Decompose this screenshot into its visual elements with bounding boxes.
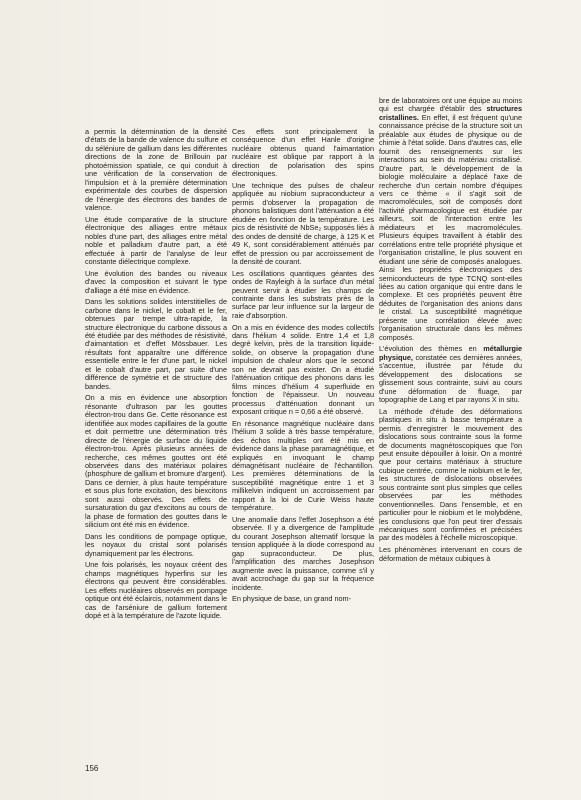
paragraph: Une étude comparative de la structure électronique des alliages entre métaux nobles d'une part, des alliages entre métal noble et palladium d'autre part, a été effectuée à partir de l'analyse de leur constante diélectrique complexe.: [85, 214, 227, 266]
paragraph: La méthode d'étude des déformations plastiques in situ à basse température a permis d'enregistrer le mouvement des dislocations sous contrainte sous la forme de documents magnétoscopiques que l'on peut ensuite dépouiller à loisir. On a montré que pour certains matériaux à structure cubique centrée, comme le niobium et le fer, les structures de dislocations observées sous contrainte sont plus simples que celles observées par les méthodes conventionnelles. Dans l'ensemble, et en particulier pour le niobium et le molybdène, les conclusions que l'on peut tirer d'essais mécaniques sont confirmées et précisées par des modèles à l'échelle microscopique.: [379, 406, 522, 543]
paragraph: Les phénomènes intervenant en cours de déformation de métaux cubiques à: [379, 545, 522, 563]
paragraph: On a mis en évidence une absorption résonante d'ultrason par les gouttes électron-trou dans Ge. Cette résonance est identifiée aux modes capillaires de la goutte et doit permettre une détermination très directe de l'énergie de surface du liquide électron-trou. Après plusieurs années de recherche, ces mêmes gouttes ont été observées dans des matériaux polaires (phosphure de gallium et bromure d'argent). Dans ce dernier, à plus haute température et sous plus forte excitation, des biexcitons sont aussi observés. Des effets de sursaturation du gaz d'excitons au cours de la phase de formation des gouttes dans le silicium ont été mis en évidence.: [85, 393, 227, 530]
paragraph: Dans les solutions solides interstitielles de carbone dans le nickel, le cobalt et le fer, obtenues par trempe ultra-rapide, la structure électronique du carbone dissous a été étudiée par des méthodes de résistivité, d'aimantation et d'effet Mössbauer. Les résultats font apparaître une différence essentielle entre le fer d'une part, le nickel et le cobalt d'autre part, par suite d'une différence de symétrie et de structure des bandes.: [85, 297, 227, 391]
paragraph-text: En effet, il est fréquent qu'une connaissance précise de la structure soit un préalable aux études de physique ou de chimie à l'état solide. Dans d'autres cas, elle fournit des renseignements sur les interactions au sein du matériau cristallisé. D'autre part, le développement de la biologie moléculaire a déplacé l'axe de recherche d'un certain nombre d'équipes vers ce thème « il s'agit soit de macromolécules, soit de composés dont l'activité pharmacologique est étudiée par ailleurs, soit de l'interaction entre les médiateurs et les macromolécules. Plusieurs équipes travaillent à établir des corrélations entre telle propriété physique et l'organisation cristalline, le plus souvent en étudiant une série de composés analogues. Ainsi les propriétés électroniques des semiconducteurs de type TCNQ sont-elles liées au cation organique qui entre dans le complexe. Et ces propriétés peuvent être déduites de l'organisation des anions dans le cristal. La susceptibilité magnétique présente une corrélation élevée avec l'organisation structurale dans les mêmes composés.: [379, 112, 522, 342]
paragraph-text: L'évolution des thèmes en: [379, 344, 484, 354]
paragraph: [379, 97, 522, 342]
paragraph: Ces effets sont principalement la conséquence d'un effet Hanle d'origine nucléaire obtenus quand l'aimantation nucléaire est oblique par rapport à la direction de polarisation des spins électroniques.: [232, 127, 374, 179]
paragraph: Une technique des pulses de chaleur appliquée au niobium supraconducteur a permis d'observer la propagation de phonons balistiques dont l'atténuation a été étudiée en fonction de la température. Les pics de résistivité de NbSe₂ supposés liés à des ondes de densité de charge, à 125 K et 49 K, sont considérablement atténués par effet de pression ou par accroissement de la densité de courant.: [232, 180, 374, 266]
bold-term: structures cristallines.: [379, 104, 522, 122]
paragraph: Une anomalie dans l'effet Josephson a été observée. Il y a divergence de l'amplitude du courant Josephson alternatif lorsque la tension appliquée à la diode correspond au gap supraconducteur. De plus, l'amplification des marches Josephson augmente avec la puissance, comme s'il y avait accrochage du gap sur la fréquence incidente.: [232, 514, 374, 592]
paragraph: Dans les conditions de pompage optique, les noyaux du cristal sont polarisés dynamiquement par les électrons.: [85, 531, 227, 558]
page-number: 156: [85, 764, 99, 773]
paragraph: Une évolution des bandes ou niveaux d'avec la composition et suivant le type d'alliage a été mise en évidence.: [85, 268, 227, 295]
paragraph: En physique de base, un grand nom-: [232, 594, 351, 604]
text-column-3: [379, 97, 522, 566]
paragraph: On a mis en évidence des modes collectifs dans l'hélium 4 solide. Entre 1,4 et 1,8 degré kelvin, près de la transition liquide-solide, on observe la propagation d'une impulsion de chaleur alors que le second son ne devrait pas exister. On a étudié l'atténuation critique des phonons dans les films minces d'hélium 4 superfluide en fonction de l'épaisseur. Un nouveau processus d'atténuation donnant un exposant critique n = 0,66 a été observé.: [232, 322, 374, 417]
bold-term: métallurgie physique,: [379, 344, 522, 362]
text-column-1: [85, 128, 227, 624]
paragraph: Une fois polarisés, les noyaux créent des champs magnétiques hyperfins sur les électrons qui peuvent être considérables. Les effets nucléaires observés en pompage optique ont été éclaircis, notamment dans le cas de l'arséniure de gallium fortement dopé et à la température de l'azote liquide.: [85, 560, 227, 621]
paragraph: En résonance magnétique nucléaire dans l'hélium 3 solide à très basse température, des échos multiples ont été mis en évidence dans la phase paramagnétique, et expliqués en invoquant le champ démagnétisant nucléaire de l'échantillon. Les premières déterminations de la susceptibilité magnétique entre 1 et 3 millikelvin indiquent un accroissement par rapport à la loi de Curie Weiss haute température.: [232, 418, 374, 513]
text-column-2: [232, 128, 374, 607]
paragraph-text: constatée ces dernières années, s'accentue, illustrée par l'étude du développement des dislocations se glissement sous contrainte, suivi au cours d'une déformation de fluage, par topographie de Lang et par rayons X in situ.: [379, 352, 522, 405]
paragraph: [379, 345, 522, 404]
paragraph: a permis la détermination de la densité d'états de la bande de valence du sulfure et du séléniure de gallium dans les différentes directions de la zone de Brillouin par photoémission spatiale, ce qui conduit à une vérification de la conservation de l'impulsion et à la première détermination expérimentale des courbes de dispersion de l'énergie des électrons des bandes de valence.: [85, 127, 227, 213]
paragraph-text: bre de laboratoires ont une équipe au moins qui est chargée d'établir des: [379, 96, 522, 114]
paragraph: Les oscillations quantiques géantes des ondes de Rayleigh à la surface d'un métal peuvent servir à étudier les champs de contrainte dans les substrats près de la surface par leur influence sur la largeur de raie d'absorption.: [232, 268, 374, 320]
